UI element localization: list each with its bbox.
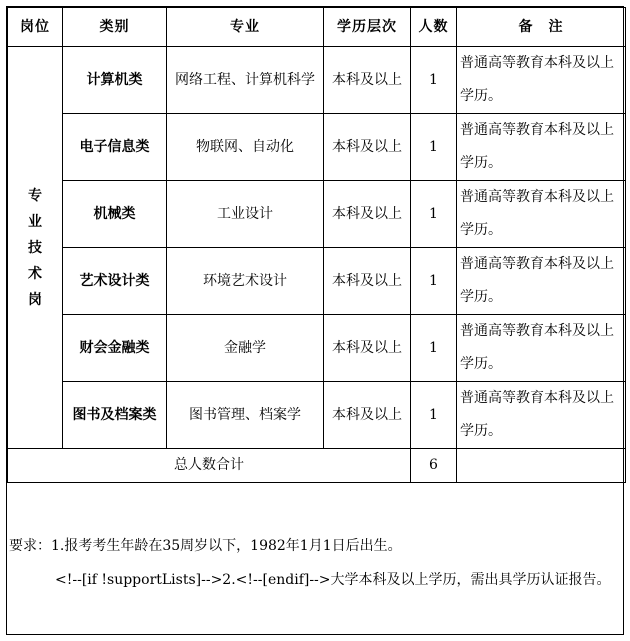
note-cell: 普通高等教育本科及以上学历。 bbox=[457, 382, 626, 449]
positions-table bbox=[7, 7, 626, 483]
header-note: 备 注 bbox=[457, 8, 626, 47]
count-cell: 1 bbox=[411, 315, 457, 382]
education-cell: 本科及以上 bbox=[324, 114, 411, 181]
post-char: 专 bbox=[28, 187, 42, 204]
header-count: 人数 bbox=[411, 8, 457, 47]
recruitment-document bbox=[6, 6, 624, 635]
table-row bbox=[8, 181, 626, 248]
count-cell: 1 bbox=[411, 114, 457, 181]
education-cell: 本科及以上 bbox=[324, 47, 411, 114]
header-post: 岗位 bbox=[8, 8, 63, 47]
total-label: 总人数合计 bbox=[8, 449, 411, 483]
note-cell: 普通高等教育本科及以上学历。 bbox=[457, 181, 626, 248]
major-cell: 金融学 bbox=[167, 315, 324, 382]
major-cell: 环境艺术设计 bbox=[167, 248, 324, 315]
post-char: 岗 bbox=[28, 291, 42, 308]
table-row bbox=[8, 47, 626, 114]
category-cell: 机械类 bbox=[63, 181, 167, 248]
header-category: 类别 bbox=[63, 8, 167, 47]
count-cell: 1 bbox=[411, 382, 457, 449]
note-cell: 普通高等教育本科及以上学历。 bbox=[457, 114, 626, 181]
post-char: 业 bbox=[28, 213, 42, 230]
category-cell: 财会金融类 bbox=[63, 315, 167, 382]
category-cell: 艺术设计类 bbox=[63, 248, 167, 315]
post-char: 术 bbox=[28, 265, 42, 282]
major-cell: 网络工程、计算机科学 bbox=[167, 47, 324, 114]
count-cell: 1 bbox=[411, 248, 457, 315]
education-cell: 本科及以上 bbox=[324, 248, 411, 315]
count-cell: 1 bbox=[411, 181, 457, 248]
post-char: 技 bbox=[28, 239, 42, 256]
header-major: 专业 bbox=[167, 8, 324, 47]
category-cell: 电子信息类 bbox=[63, 114, 167, 181]
table-row bbox=[8, 382, 626, 449]
header-education: 学历层次 bbox=[324, 8, 411, 47]
category-cell: 计算机类 bbox=[63, 47, 167, 114]
table-row bbox=[8, 114, 626, 181]
requirement-line-1: 要求：1.报考考生年龄在35周岁以下，1982年1月1日后出生。 bbox=[9, 538, 402, 554]
total-count: 6 bbox=[411, 449, 457, 483]
total-row bbox=[8, 449, 626, 483]
note-cell: 普通高等教育本科及以上学历。 bbox=[457, 47, 626, 114]
education-cell: 本科及以上 bbox=[324, 382, 411, 449]
major-cell: 物联网、自动化 bbox=[167, 114, 324, 181]
table-row bbox=[8, 315, 626, 382]
post-cell bbox=[8, 47, 63, 449]
education-cell: 本科及以上 bbox=[324, 315, 411, 382]
category-cell: 图书及档案类 bbox=[63, 382, 167, 449]
major-cell: 图书管理、档案学 bbox=[167, 382, 324, 449]
major-cell: 工业设计 bbox=[167, 181, 324, 248]
table-row bbox=[8, 248, 626, 315]
count-cell: 1 bbox=[411, 47, 457, 114]
education-cell: 本科及以上 bbox=[324, 181, 411, 248]
requirement-line-2: <!--[if !supportLists]-->2.<!--[endif]-->大学本科及以上学历，需出具学历认证报告。 bbox=[55, 572, 611, 588]
note-cell: 普通高等教育本科及以上学历。 bbox=[457, 248, 626, 315]
note-cell: 普通高等教育本科及以上学历。 bbox=[457, 315, 626, 382]
table-header-row bbox=[8, 8, 626, 47]
total-note-empty bbox=[457, 449, 626, 483]
